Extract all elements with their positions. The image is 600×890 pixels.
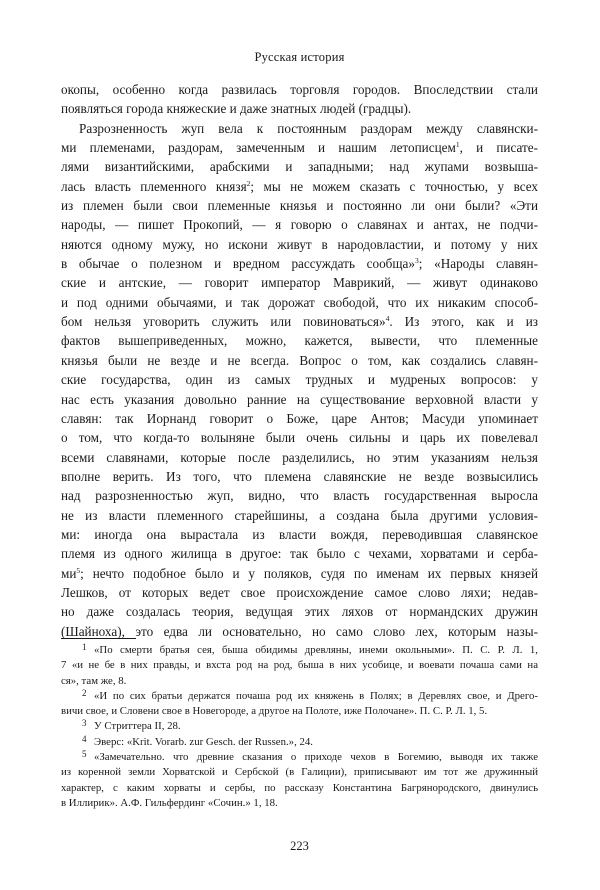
footnote-line: в Иллирик». А.Ф. Гильфердинг «Сочин.» 1, 18.	[61, 796, 278, 809]
footnote-line: из коренной земли Хорватской и Сербской (в Галиции), приписывают им тот же дружинный	[61, 766, 538, 779]
text-line: но даже создалась теория, ведущая этих ляхов от нормандских дружин	[61, 604, 538, 620]
text-line: $ми^5$; нечто подобное было и у поляков, судя по именам их первых князей	[61, 565, 538, 581]
text-line: ми: иногда она вырастала из власти вождя, переводившая славянское	[61, 526, 538, 542]
footnote-line: 5 «Замечательно. что древние сказания о приходе чехов в Богемию, выводя их также	[82, 749, 538, 764]
footnote-line: 3 У Стриттера II, 28.	[82, 718, 181, 733]
running-header: Русская история	[254, 50, 345, 64]
footnote-line: 2 «И по сих братьи держатся почаша род их княжень в Полях; в Деревлях свое, и Дрего-	[82, 687, 538, 702]
text-line: лась власть племенного князя$^2$; мы не можем сказать с точностью, у всех	[61, 178, 539, 194]
text-line: Разрозненность жуп вела к постоянным раздорам между славянски-	[79, 120, 538, 136]
text-line: ми племенами, раздорам, замеченным и нашим летописцем$^1$, и писате-	[61, 140, 538, 156]
text-line: ские и антские, — говорит император Маврикий, — живут одинаково	[61, 275, 538, 291]
text-line: племя из одного жилища в другое: так было с чехами, хорватами и серба-	[61, 546, 538, 562]
text-line: народы, — пишет Прокопий, — я говорю о славянах и антах, не подчи-	[61, 217, 538, 233]
footnote-ref: 5	[76, 565, 81, 575]
text-line: Лешков, от которых ведет свое происхождение самое слово ляхи; недав-	[61, 584, 538, 600]
page-number: 223	[290, 839, 309, 853]
footnote-ref: 3	[415, 256, 419, 266]
footnote-line: 7 «и не бе в них правды, и вхста род на род, быша в них усобице, и воевати почаша сами на	[61, 659, 538, 672]
text-line: фактов вышеприведенных, можно, кажется, вывести, что племенные	[61, 333, 538, 349]
footnotes	[61, 643, 538, 811]
text-line: вполне верить. Из того, что племена славянские не везде возвысились	[61, 468, 538, 484]
footnote-line: ся», там же, 8.	[61, 674, 127, 687]
footnote-line: 4 Эверс: «Krit. Vorarb. zur Gesch. der Russen.», 24.	[82, 733, 313, 748]
text-line: в обычае о полезном и вредном рассуждать сообща»$^3$; «Народы славян-	[61, 256, 538, 272]
text-line: о том, что когда-то волыняне были очень сильны и царь их повелевал	[61, 430, 538, 446]
text-line: (Шайноха), это едва ли основательно, но само слово лех, которым назы-	[61, 623, 538, 639]
text-line: и под одними обычаями, и так дорожат свободой, что их никаким способ-	[61, 294, 538, 310]
text-line: славян: так Иорнанд говорит о Боже, царе Антов; Масуди упоминает	[61, 410, 538, 426]
text-line: не из власти племенного старейшины, а создана была другими условия-	[61, 507, 538, 523]
text-line: появляться города княжеские и даже знатных людей (градцы).	[61, 101, 412, 117]
main-text	[61, 80, 538, 641]
text-line: бом нельзя уговорить служить или повиноваться»$^4$. Из этого, как и из	[61, 314, 538, 330]
text-line: няются одному мужу, но искони живут в народовластии, и потому у них	[61, 236, 538, 252]
footnote-ref: 1	[455, 140, 460, 150]
text-line: всеми славянами, которые после разделились, но этим указаниям нельзя	[61, 449, 538, 465]
text-line: окопы, особенно когда развилась торговля городов. Впоследствии стали	[61, 82, 538, 97]
footnote-line: 1 «По смерти братья сея, быша обидимы древляны, инеми окольными». П. С. Р. Л. 1,	[82, 642, 538, 656]
footnote-line: характер, с каким хорваты и сербы, по рассказу Константина Багрянородского, двинулись	[61, 781, 538, 794]
text-line: лями византийскими, арабскими и западными; над жупами возвыша-	[61, 159, 538, 175]
footnote-ref: 2	[246, 178, 251, 188]
footnote-divider	[61, 638, 136, 639]
text-line: ские государства, один из самых трудных и мудреных вопросов: у	[61, 372, 538, 388]
footnote-ref: 4	[385, 314, 390, 324]
text-line: над разрозненностью жуп, видно, что власть государственная выросла	[61, 488, 538, 504]
text-line: из племен были свои племенные князья и постоянно ли они были? «Эти	[61, 198, 538, 214]
text-line: князья были не везде и не всегда. Вопрос о том, как создались славян-	[61, 352, 538, 368]
text-line: нас есть указания довольно ранние на существование верховной власти у	[61, 391, 538, 407]
footnote-line: вичи свое, и Словени свое в Новегороде, а другое на Полоте, иже Полочане». П. С. Р. Л. 1, 5.	[61, 705, 488, 718]
